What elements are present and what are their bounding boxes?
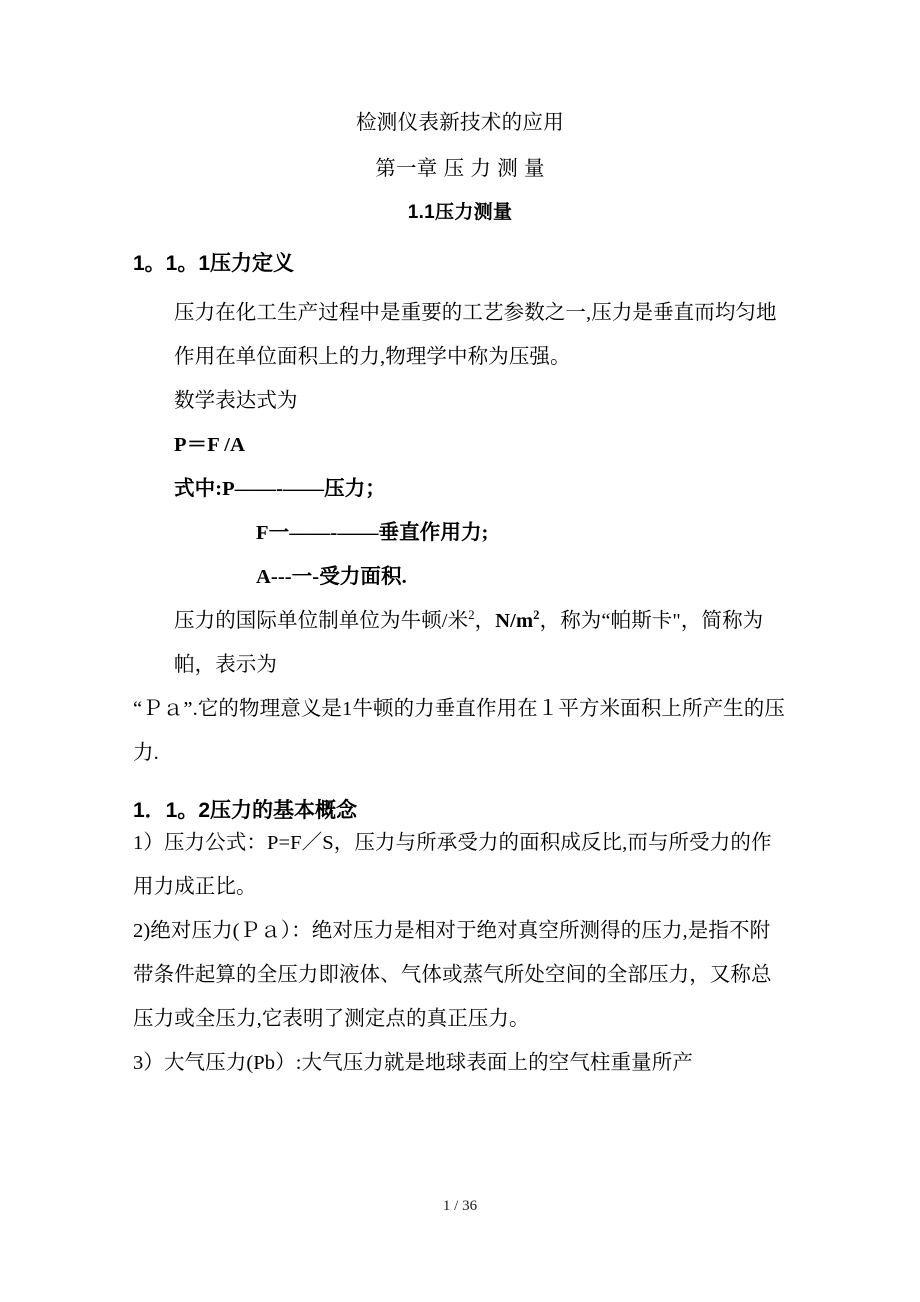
list-item-1-pressure-formula: 1）压力公式：P=F／S，压力与所承受力的面积成反比,而与所受力的作用力成正比。 (133, 832, 772, 898)
section-title: 1.1压力测量 (407, 202, 513, 223)
paragraph-pa-meaning: “Ｐａ”.它的物理意义是1牛顿的力垂直作用在１平方米面积上所产生的压力. (133, 698, 785, 764)
list-item-3-atmospheric-pressure: 3）大气压力(Pb）:大气压力就是地球表面上的空气柱重量所产 (133, 1052, 693, 1074)
formula-pressure: P＝F /A (174, 434, 246, 456)
si-unit-separator: ， (474, 610, 496, 632)
si-unit-symbol: N/m (495, 610, 534, 632)
symbol-definition-f: F一——-——垂直作用力; (256, 522, 489, 544)
si-unit-text-tail: ，称为“帕斯卡"，简称为帕，表示为 (174, 610, 764, 676)
si-unit-text-lead: 压力的国际单位制单位为牛顿/米 (174, 610, 469, 632)
chapter-title: 第一章 压 力 测 量 (375, 156, 545, 180)
paragraph-si-unit (133, 599, 787, 687)
page-content (133, 0, 787, 1085)
symbol-definition-p: 式中:P——-——压力； (174, 478, 386, 500)
symbol-definition-a: A---一-受力面积. (256, 566, 407, 588)
heading-1-1-2: 1．1。2压力的基本概念 (133, 799, 358, 822)
document-title: 检测仪表新技术的应用 (356, 111, 564, 134)
paragraph-math-intro: 数学表达式为 (174, 390, 298, 412)
paragraph-pressure-definition: 压力在化工生产过程中是重要的工艺参数之一,压力是垂直而均匀地作用在单位面积上的力,物理学中称为压强。 (174, 302, 777, 368)
si-unit-superscript-two: 2 (533, 608, 540, 623)
si-unit-superscript-one: 2 (468, 608, 475, 623)
page-number-footer: 1 / 36 (442, 1198, 478, 1214)
heading-1-1-1: 1。1。1压力定义 (133, 252, 295, 275)
list-item-2-absolute-pressure: 2)绝对压力(Ｐａ）：绝对压力是相对于绝对真空所测得的压力,是指不附带条件起算的全压力即液体、气体或蒸气所处空间的全部压力，又称总压力或全压力,它表明了测定点的真正压力。 (133, 920, 772, 1030)
